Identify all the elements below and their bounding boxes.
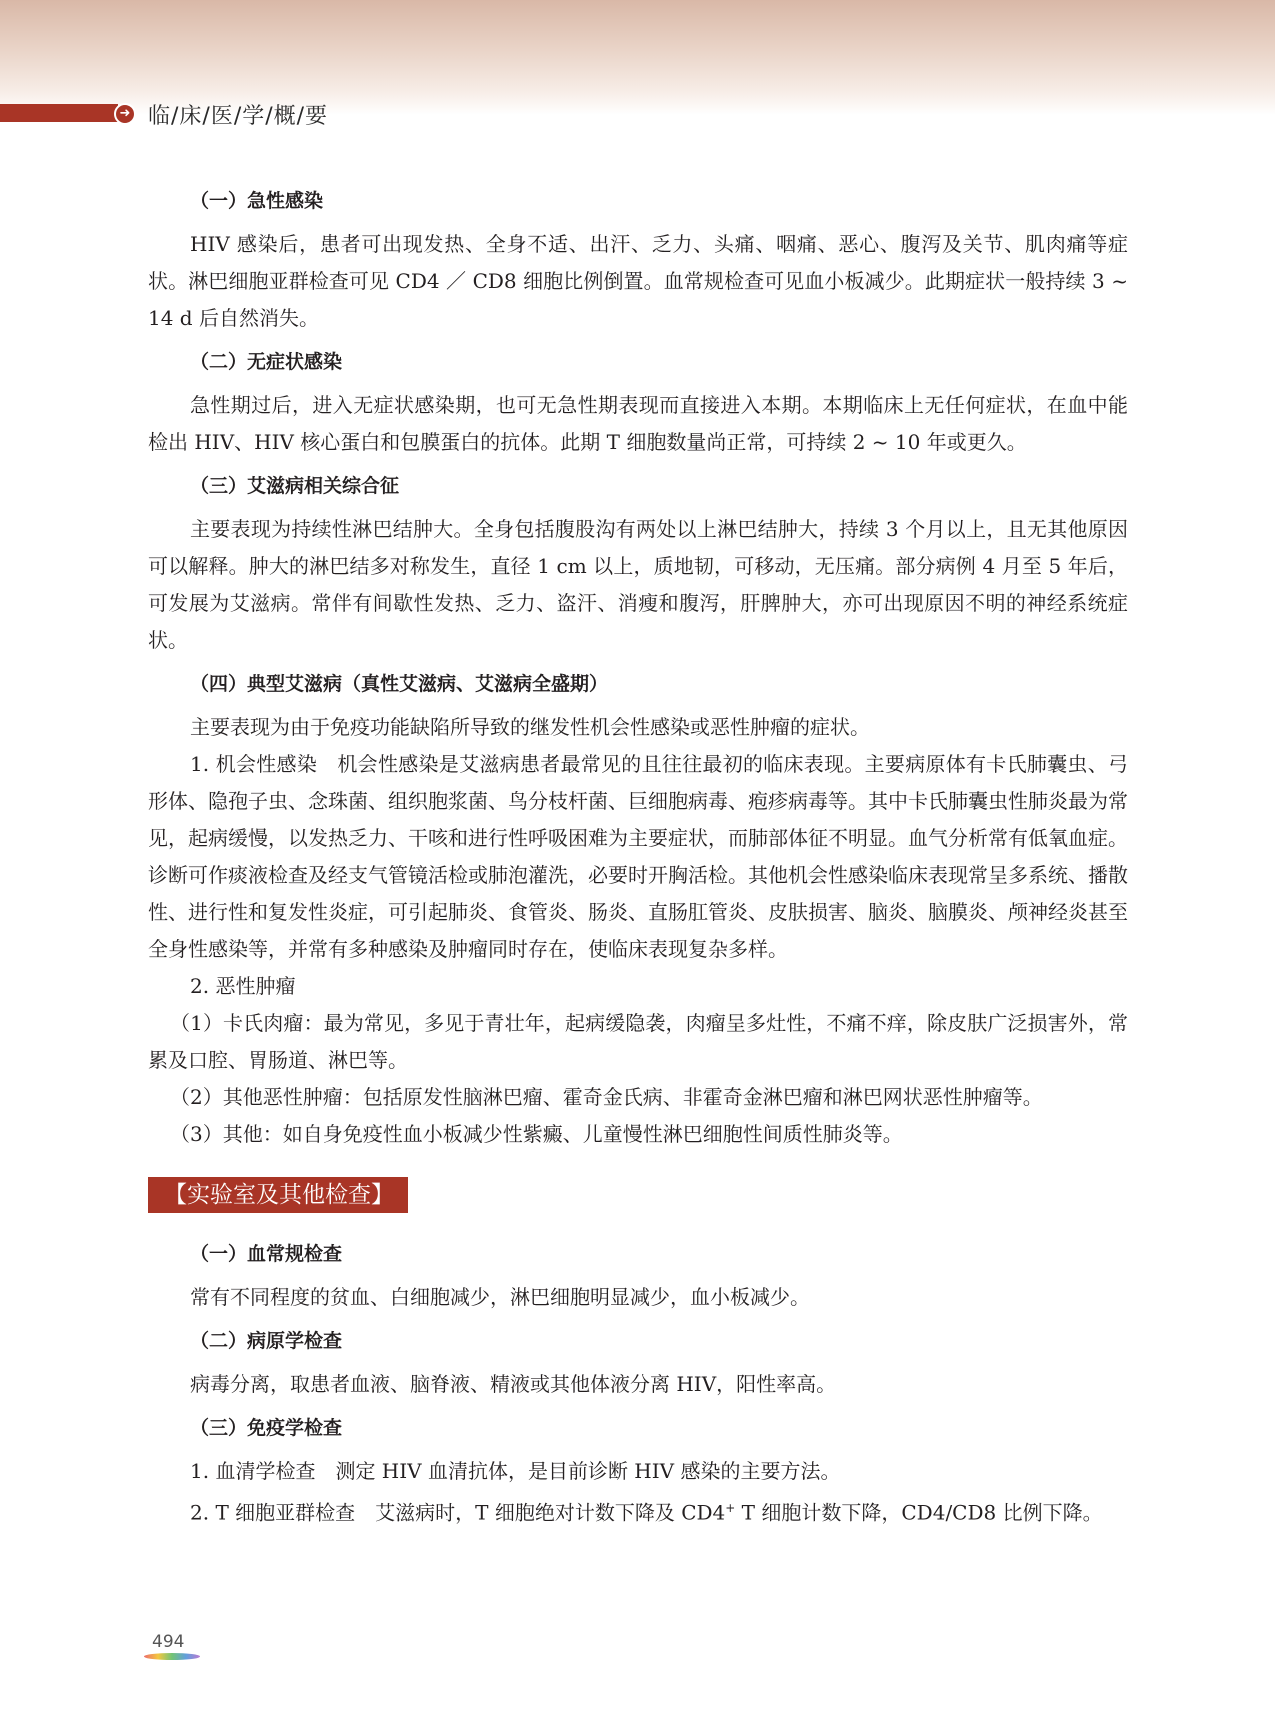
heading-asymptomatic-infection: （二）无症状感染	[190, 351, 343, 373]
heading-acute-infection: （一）急性感染	[190, 190, 324, 212]
paragraph	[148, 1490, 1128, 1532]
page-header-background	[0, 0, 1275, 115]
paragraph: HIV 感染后，患者可出现发热、全身不适、出汗、乏力、头痛、咽痛、恶心、腹泻及关节、肌肉痛等症状。淋巴细胞亚群检查可见 CD4 ／ CD8 细胞比例倒置。血常规检查可见血小板减少。此期症状一般持续 3 ~ 14 d 后自然消失。	[148, 232, 1128, 330]
heading-blood-routine: （一）血常规检查	[190, 1243, 343, 1265]
paragraph: 主要表现为由于免疫功能缺陷所导致的继发性机会性感染或恶性肿瘤的症状。	[190, 715, 870, 739]
page-content	[148, 188, 1128, 1544]
paragraph: （2）其他恶性肿瘤：包括原发性脑淋巴瘤、霍奇金氏病、非霍奇金淋巴瘤和淋巴网状恶性肿瘤等。	[170, 1085, 1043, 1109]
paragraph: （1）卡氏肉瘤：最为常见，多见于青壮年，起病缓隐袭，肉瘤呈多灶性，不痛不痒，除皮肤广泛损害外，常累及口腔、胃肠道、淋巴等。	[148, 1011, 1128, 1072]
paragraph: 急性期过后，进入无症状感染期，也可无急性期表现而直接进入本期。本期临床上无任何症状，在血中能检出 HIV、HIV 核心蛋白和包膜蛋白的抗体。此期 T 细胞数量尚正常，可持续 2 ~ 10 年或更久。	[148, 393, 1128, 454]
header-accent-bar	[0, 104, 118, 122]
page-number: 494	[152, 1632, 185, 1652]
arrow-right-icon: ➜	[114, 103, 136, 125]
heading-aids-related-syndrome: （三）艾滋病相关综合征	[190, 475, 400, 497]
paragraph-text: 2. T 细胞亚群检查 艾滋病时，T 细胞绝对计数下降及 CD4	[190, 1500, 726, 1525]
heading-typical-aids: （四）典型艾滋病（真性艾滋病、艾滋病全盛期）	[190, 673, 609, 695]
heading-immunology-test: （三）免疫学检查	[190, 1417, 343, 1439]
page-number-decoration	[144, 1653, 200, 1660]
superscript: +	[725, 1501, 736, 1515]
paragraph: 1. 机会性感染 机会性感染是艾滋病患者最常见的且往往最初的临床表现。主要病原体有卡氏肺囊虫、弓形体、隐孢子虫、念珠菌、组织胞浆菌、鸟分枝杆菌、巨细胞病毒、疱疹病毒等。其中卡氏肺囊虫性肺炎最为常见，起病缓慢，以发热乏力、干咳和进行性呼吸困难为主要症状，而肺部体征不明显。血气分析常有低氧血症。诊断可作痰液检查及经支气管镜活检或肺泡灌洗，必要时开胸活检。其他机会性感染临床表现常呈多系统、播散性、进行性和复发性炎症，可引起肺炎、食管炎、肠炎、直肠肛管炎、皮肤损害、脑炎、脑膜炎、颅神经炎甚至全身性感染等，并常有多种感染及肿瘤同时存在，使临床表现复杂多样。	[148, 752, 1128, 961]
paragraph: 主要表现为持续性淋巴结肿大。全身包括腹股沟有两处以上淋巴结肿大，持续 3 个月以上，且无其他原因可以解释。肿大的淋巴结多对称发生，直径 1 cm 以上，质地韧，可移动，无压痛。部分病例 4 月至 5 年后，可发展为艾滋病。常伴有间歇性发热、乏力、盗汗、消瘦和腹泻，肝脾肿大，亦可出现原因不明的神经系统症状。	[148, 517, 1128, 652]
section-banner-lab-tests: 【实验室及其他检查】	[148, 1177, 408, 1213]
book-title: 临/床/医/学/概/要	[148, 104, 329, 129]
paragraph: 常有不同程度的贫血、白细胞减少，淋巴细胞明显减少，血小板减少。	[190, 1285, 810, 1309]
heading-pathogen-test: （二）病原学检查	[190, 1330, 343, 1352]
paragraph: 1. 血清学检查 测定 HIV 血清抗体，是目前诊断 HIV 感染的主要方法。	[190, 1459, 841, 1483]
paragraph: 病毒分离，取患者血液、脑脊液、精液或其他体液分离 HIV，阳性率高。	[190, 1372, 837, 1396]
paragraph: （3）其他：如自身免疫性血小板减少性紫癜、儿童慢性淋巴细胞性间质性肺炎等。	[170, 1122, 903, 1146]
paragraph-text: T 细胞计数下降，CD4/CD8 比例下降。	[735, 1500, 1103, 1525]
paragraph: 2. 恶性肿瘤	[190, 974, 296, 998]
